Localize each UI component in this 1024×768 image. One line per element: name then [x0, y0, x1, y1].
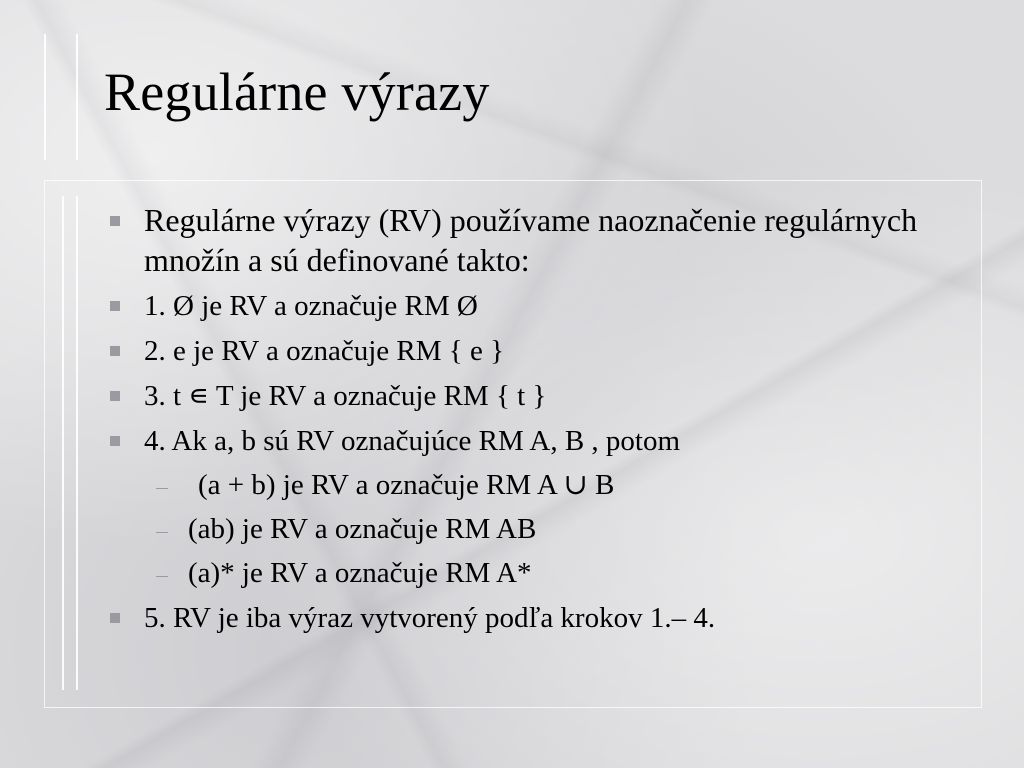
list-item	[104, 599, 964, 637]
square-bullet-icon	[110, 436, 120, 446]
body-accent-frame	[62, 196, 78, 690]
list-item	[104, 377, 964, 415]
sub-list-item	[104, 554, 964, 592]
sub-list-item-text: (a + b) je RV a označuje RM A ∪ B	[198, 469, 615, 501]
slide-title: Regulárne výrazy	[104, 62, 490, 122]
list-item-text: 5. RV je iba výraz vytvorený podľa krokov 1.– 4.	[144, 602, 716, 634]
list-item-text: 1. Ø je RV a označuje RM Ø	[144, 290, 478, 322]
square-bullet-icon	[110, 216, 120, 226]
list-item	[104, 200, 964, 280]
list-item-text: Regulárne výrazy (RV) používame naoznačenie regulárnych množín a sú definované takto:	[144, 202, 918, 278]
square-bullet-icon	[110, 346, 120, 356]
list-item	[104, 287, 964, 325]
square-bullet-icon	[110, 613, 120, 623]
title-accent-frame	[44, 34, 78, 160]
list-item-text: 3. t ∊ T je RV a označuje RM { t }	[144, 380, 547, 412]
sub-list-item-text: (ab) je RV a označuje RM AB	[188, 513, 537, 545]
bullet-list	[104, 200, 964, 637]
dash-bullet-icon	[156, 488, 168, 489]
square-bullet-icon	[110, 301, 120, 311]
list-item	[104, 422, 964, 460]
dash-bullet-icon	[156, 576, 168, 577]
square-bullet-icon	[110, 391, 120, 401]
sub-list-item-text: (a)* je RV a označuje RM A*	[188, 557, 532, 589]
list-item	[104, 332, 964, 370]
dash-bullet-icon	[156, 532, 168, 533]
list-item-text: 2. e je RV a označuje RM { e }	[144, 335, 504, 367]
sub-list-item	[104, 510, 964, 548]
list-item-text: 4. Ak a, b sú RV označujúce RM A, B , potom	[144, 425, 681, 457]
sub-list-item	[104, 466, 964, 504]
